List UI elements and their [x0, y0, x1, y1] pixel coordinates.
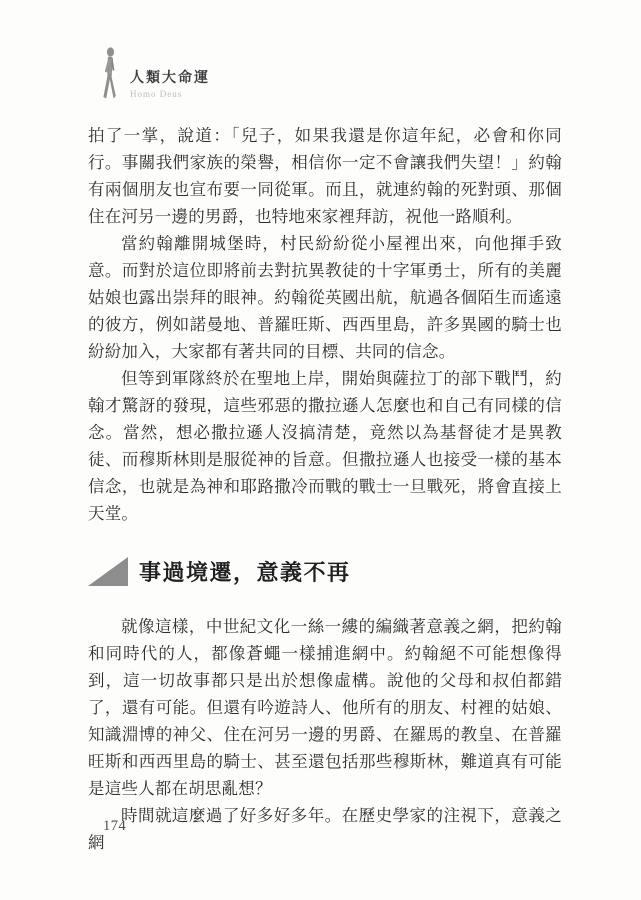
- book-title: 人類大命運: [130, 71, 210, 86]
- paragraph: 拍了一掌，說道：「兒子，如果我還是你這年紀，必會和你同行。事關我們家族的榮譽，相信你一定不會讓我們失望！」約翰有兩個朋友也宣布要一同從軍。而且，就連約翰的死對頭、那個住在河另一邊的男爵，也特地來家裡拜訪，祝他一路順利。: [88, 126, 562, 226]
- page-number: 174: [103, 818, 127, 834]
- section-heading-text: 事過境遷，意義不再: [139, 559, 351, 585]
- book-subtitle: Homo Deus: [130, 89, 183, 99]
- book-logo: [98, 46, 210, 106]
- paragraph: 時間就這麼過了好多好多年。在歷史學家的注視下，意義之網: [88, 806, 562, 852]
- gray-triangle-icon: [88, 556, 128, 587]
- logo-text: [130, 67, 210, 99]
- page-content: [88, 122, 562, 856]
- paragraph: 但等到軍隊終於在聖地上岸，開始與薩拉丁的部下戰鬥，約翰才驚訝的發現，這些邪惡的撒拉遜人怎麼也和自己有同樣的信念。當然，想必撒拉遜人沒搞清楚，竟然以為基督徒才是異教徒、而穆斯林則是服從神的旨意。但撒拉遜人也接受一樣的基本信念，也就是為神和耶路撒冷而戰的戰士一旦戰死，將會直接上天堂。: [88, 369, 562, 523]
- paragraph: 就像這樣，中世紀文化一絲一縷的編織著意義之網，把約翰和同時代的人，都像蒼蠅一樣捕進網中。約翰絕不可能想像得到，這一切故事都只是出於想像虛構。說他的父母和叔伯都錯了，還有可能。但還有吟遊詩人、他所有的朋友、村裡的姑娘、知識淵博的神父、住在河另一邊的男爵、在羅馬的教皇、在普羅旺斯和西西里島的騎士、甚至還包括那些穆斯林，難道真有可能是這些人都在胡思亂想？: [88, 617, 562, 798]
- section-heading: [88, 554, 562, 588]
- paragraph: 當約翰離開城堡時，村民紛紛從小屋裡出來，向他揮手致意。而對於這位即將前去對抗異教徒的十字軍勇士，所有的美麗姑娘也露出崇拜的眼神。約翰從英國出航，航過各個陌生而遙遠的彼方，例如諾曼地、普羅旺斯、西西里島，許多異國的騎士也紛紛加入，大家都有著共同的目標、共同的信念。: [88, 234, 562, 361]
- walking-human-statue-icon: [98, 46, 122, 106]
